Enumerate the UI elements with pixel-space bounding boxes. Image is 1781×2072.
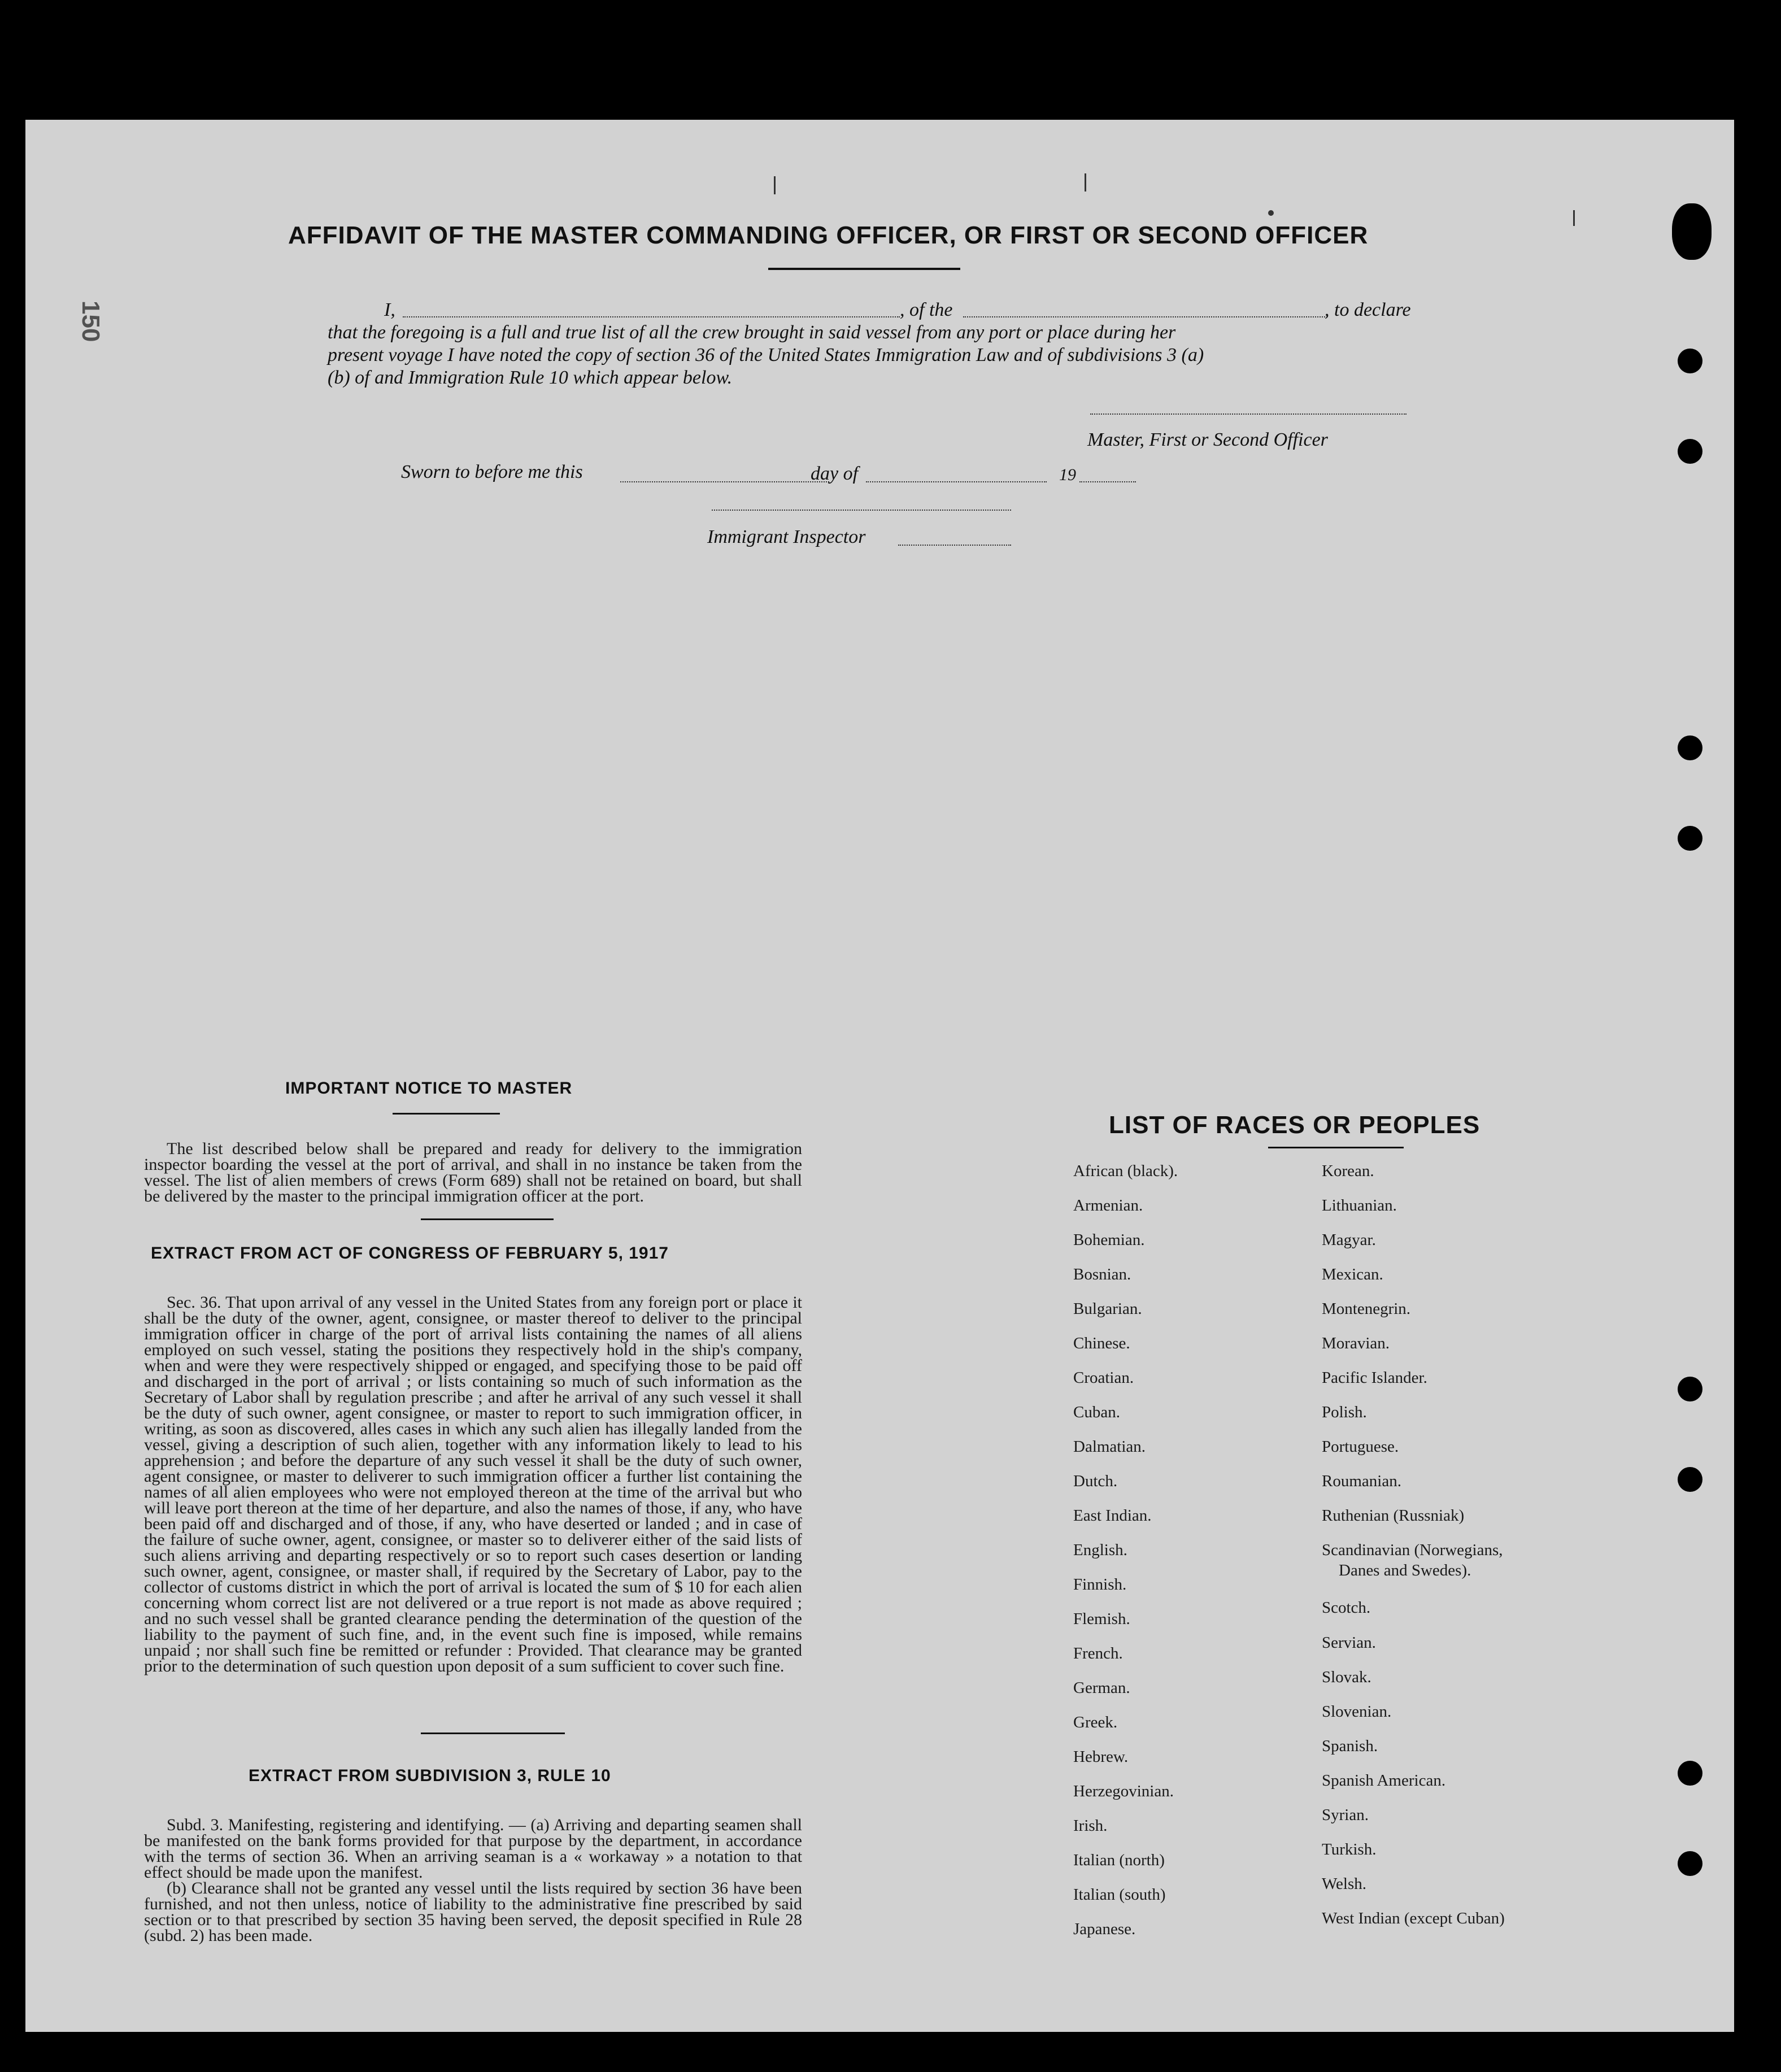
race-item: Polish. bbox=[1322, 1403, 1367, 1421]
race-item: Syrian. bbox=[1322, 1806, 1369, 1824]
race-item: Slovak. bbox=[1322, 1668, 1371, 1686]
race-item: Irish. bbox=[1073, 1817, 1108, 1835]
notice-title: IMPORTANT NOTICE TO MASTER bbox=[285, 1079, 573, 1098]
race-item: Portuguese. bbox=[1322, 1438, 1399, 1456]
race-item: English. bbox=[1073, 1541, 1127, 1559]
race-item: Bosnian. bbox=[1073, 1265, 1131, 1283]
race-item: Bohemian. bbox=[1073, 1231, 1145, 1249]
race-item: Moravian. bbox=[1322, 1334, 1390, 1352]
race-item: Spanish. bbox=[1322, 1737, 1378, 1755]
punch-hole bbox=[1678, 1467, 1702, 1492]
race-item: German. bbox=[1073, 1679, 1130, 1697]
inspector-name-field[interactable] bbox=[898, 545, 1011, 546]
signature-label: Master, First or Second Officer bbox=[1087, 429, 1328, 450]
race-item: West Indian (except Cuban) bbox=[1322, 1909, 1505, 1927]
races-title: LIST OF RACES OR PEOPLES bbox=[1109, 1111, 1480, 1139]
race-item: Italian (north) bbox=[1073, 1851, 1165, 1869]
race-item: Dalmatian. bbox=[1073, 1438, 1146, 1456]
scan-mark bbox=[1573, 210, 1575, 226]
rule-title: EXTRACT FROM SUBDIVISION 3, RULE 10 bbox=[249, 1766, 611, 1785]
race-item: Turkish. bbox=[1322, 1840, 1377, 1858]
scan-mark bbox=[1085, 173, 1086, 191]
race-item: African (black). bbox=[1073, 1162, 1178, 1180]
race-item: Danes and Swedes). bbox=[1339, 1561, 1471, 1579]
signature-line[interactable] bbox=[1090, 413, 1406, 415]
scan-mark bbox=[774, 176, 776, 194]
punch-hole bbox=[1678, 735, 1702, 760]
punch-hole bbox=[1678, 1761, 1702, 1786]
sworn-year-field[interactable] bbox=[1079, 481, 1136, 482]
sworn-month-field[interactable] bbox=[866, 481, 1047, 482]
punch-hole bbox=[1678, 439, 1702, 464]
race-item: French. bbox=[1073, 1644, 1123, 1662]
race-item: Hebrew. bbox=[1073, 1748, 1129, 1766]
sworn-label: Sworn to before me this bbox=[401, 462, 583, 482]
rule-text-a: Subd. 3. Manifesting, registering and identifying. — (a) Arriving and departing seamen shall be manifested on the bank forms provided for that purpose by the department, in accordance with the terms of section 36. When an arriving seaman is a « workaway » a notation to that effect should be made upon the manifest. bbox=[144, 1816, 802, 1882]
race-item: Dutch. bbox=[1073, 1472, 1118, 1490]
punch-hole bbox=[1678, 826, 1702, 851]
inspector-label: Immigrant Inspector bbox=[707, 526, 866, 547]
race-item: Herzegovinian. bbox=[1073, 1782, 1174, 1800]
race-item: Roumanian. bbox=[1322, 1472, 1401, 1490]
race-item: Scotch. bbox=[1322, 1599, 1371, 1617]
race-item: Slovenian. bbox=[1322, 1703, 1392, 1721]
act-text: Sec. 36. That upon arrival of any vessel in the United States from any foreign port or place it shall be the duty of the owner, agent, consignee, or master thereof to deliver to the principal immigration officer in charge of the port of arrival lists containing the names of all aliens employed on such vessel, stating the positions they respectively hold in the ship's company, when and were they were respectively shipped or engaged, and specifying those to be paid off and discharged in the port of arrival ; or lists containing so much of such information as the Secretary of Labor shall by regulation prescribe ; and after he arrival of any such vessel it shall be the duty of such owner, agent consignee, or master to report to such immigration officer, in writing, as soon as discovered, alles cases in which any such alien has illegally landed from the vessel, giving a description of such alien, together with any information likely to lead to his apprehension ; and before the departure of any such vessel it shall be the duty of such owner, agent consignee, or master to deliverer to such immigration officer a further list containing the names of all alien employees who were not employed thereon at the time of the arrival but who will leave port thereon at the time of her departure, and also the names of those, if any, who have been paid off and discharged and of those, if any, who have deserted or landed ; and in case of the failure of suche owner, agent, consignee, or master so to deliverer either of the said lists of such aliens arriving and departing respectively or so to report such cases desertion or landing such owner, agent, consignee, or master shall, if required by the Secretary of Labor, pay to the collector of customs district in which the port of arrival is located the sum of $ 10 for each alien concerning whom correct list are not delivered or a true report is not made as above required ; and no such vessel shall be granted clearance pending the determination of the question of the liability to the payment of such fine, and, in the event such fine is imposed, while remains unpaid ; nor shall such fine be remitted or refunder : Provided. That clearance may be granted prior to the determination of such question upon deposit of a sum sufficient to cover such fine. bbox=[144, 1293, 802, 1675]
inspector-signature-line[interactable] bbox=[712, 510, 1011, 511]
affidavit-title: AFFIDAVIT OF THE MASTER COMMANDING OFFICER, OR FIRST OR SECOND OFFICER bbox=[288, 221, 1369, 249]
affidavit-line4: (b) of and Immigration Rule 10 which appear below. bbox=[328, 367, 733, 388]
race-item: Flemish. bbox=[1073, 1610, 1130, 1628]
races-title-rule bbox=[1268, 1147, 1404, 1148]
act-title-rule-top bbox=[421, 1218, 554, 1220]
race-item: Ruthenian (Russniak) bbox=[1322, 1507, 1465, 1525]
race-item: Welsh. bbox=[1322, 1875, 1367, 1893]
race-item: Lithuanian. bbox=[1322, 1196, 1397, 1215]
affidavit-line1-of: , of the bbox=[900, 299, 953, 320]
affidavit-line1-i: I, bbox=[384, 299, 395, 320]
race-item: Armenian. bbox=[1073, 1196, 1143, 1215]
affidavit-line2: that the foregoing is a full and true list of all the crew brought in said vessel from any port or place during her bbox=[328, 322, 1176, 343]
race-item: Montenegrin. bbox=[1322, 1300, 1411, 1318]
name-field[interactable] bbox=[403, 316, 900, 317]
race-item: East Indian. bbox=[1073, 1507, 1152, 1525]
race-item: Croatian. bbox=[1073, 1369, 1134, 1387]
scan-mark bbox=[1268, 210, 1274, 216]
day-of-label: day of bbox=[811, 463, 859, 484]
rule-title-rule-top bbox=[421, 1733, 565, 1734]
notice-title-rule bbox=[393, 1113, 500, 1115]
punch-hole bbox=[1678, 1851, 1702, 1876]
vessel-field[interactable] bbox=[963, 316, 1327, 317]
race-item: Japanese. bbox=[1073, 1920, 1136, 1938]
race-item: Italian (south) bbox=[1073, 1886, 1166, 1904]
act-title: EXTRACT FROM ACT OF CONGRESS OF FEBRUARY 5, 1917 bbox=[151, 1244, 669, 1263]
punch-hole bbox=[1678, 349, 1702, 373]
punch-hole bbox=[1678, 1377, 1702, 1401]
race-item: Servian. bbox=[1322, 1634, 1376, 1652]
race-item: Pacific Islander. bbox=[1322, 1369, 1427, 1387]
notice-text: The list described below shall be prepared and ready for delivery to the immigration inspector boarding the vessel at the port of arrival, and shall in no instance be taken from the vessel. The list of alien members of crews (Form 689) shall not be retained on board, but shall be delivered by the master to the principal immigration officer at the port. bbox=[144, 1139, 802, 1205]
race-item: Magyar. bbox=[1322, 1231, 1376, 1249]
race-item: Scandinavian (Norwegians, bbox=[1322, 1541, 1503, 1559]
affidavit-title-rule bbox=[768, 268, 960, 270]
race-item: Greek. bbox=[1073, 1713, 1118, 1731]
punch-hole bbox=[1672, 203, 1712, 260]
race-item: Mexican. bbox=[1322, 1265, 1383, 1283]
affidavit-line1-declare: , to declare bbox=[1325, 299, 1411, 320]
document-page bbox=[25, 120, 1734, 2032]
race-item: Spanish American. bbox=[1322, 1771, 1446, 1790]
year-label: 19 bbox=[1059, 465, 1076, 484]
race-item: Chinese. bbox=[1073, 1334, 1130, 1352]
rule-text-b: (b) Clearance shall not be granted any vessel until the lists required by section 36 have been furnished, and not then unless, notice of liability to the administrative fine prescribed by said section or to that prescribed by section 35 having been served, the deposit specified in Rule 28 (subd. 2) has been made. bbox=[144, 1879, 802, 1945]
sworn-day-field[interactable] bbox=[620, 481, 829, 482]
affidavit-line3: present voyage I have noted the copy of section 36 of the United States Immigration Law and of subdivisions 3 (a) bbox=[328, 345, 1204, 365]
race-item: Cuban. bbox=[1073, 1403, 1120, 1421]
margin-number: 150 bbox=[77, 301, 104, 342]
race-item: Bulgarian. bbox=[1073, 1300, 1142, 1318]
race-item: Korean. bbox=[1322, 1162, 1374, 1180]
race-item: Finnish. bbox=[1073, 1575, 1127, 1594]
